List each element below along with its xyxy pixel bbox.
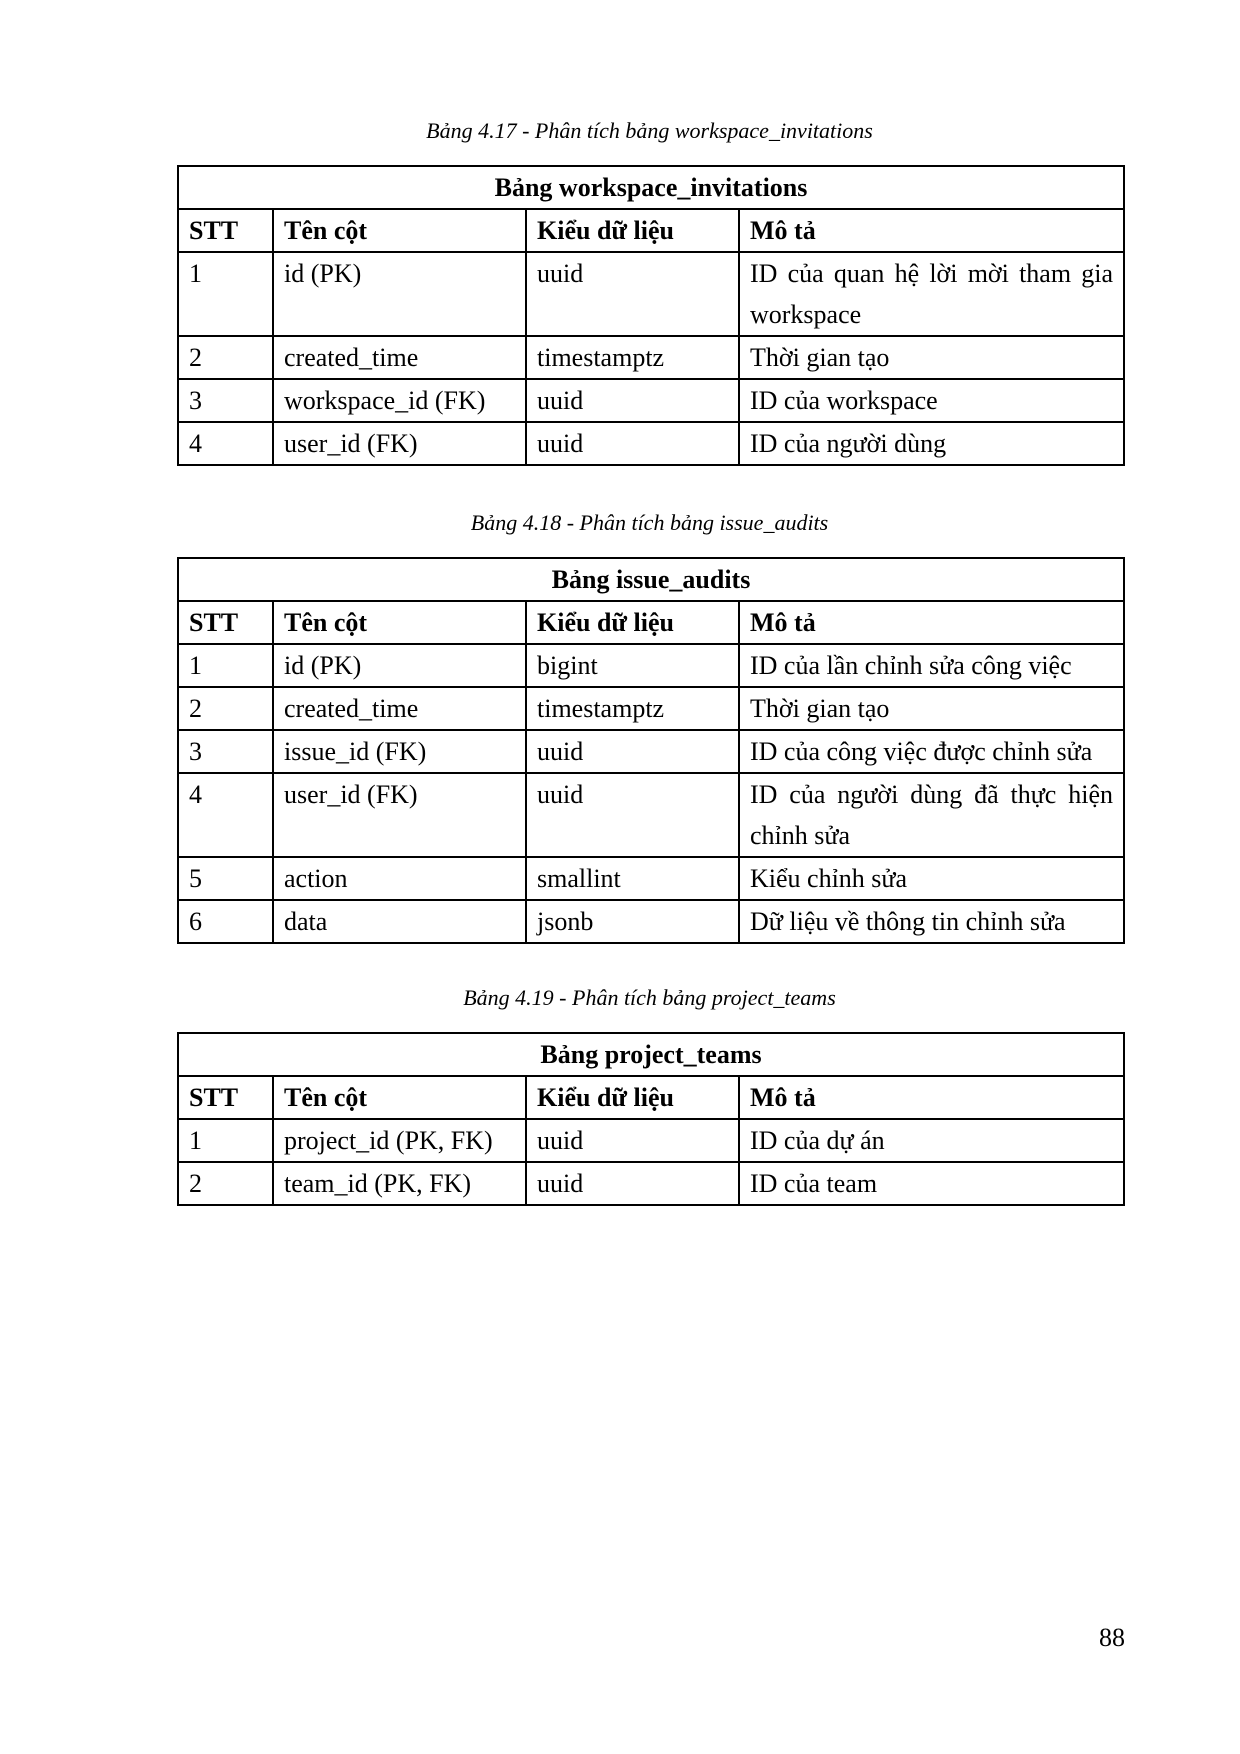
cell-stt: 2 [178, 687, 273, 730]
header-column-name: Tên cột [273, 209, 526, 252]
table-row [178, 336, 1124, 379]
cell-column-name: data [273, 900, 526, 943]
cell-description: Thời gian tạo [739, 687, 1124, 730]
cell-stt: 2 [178, 336, 273, 379]
cell-stt: 4 [178, 773, 273, 857]
cell-stt: 1 [178, 644, 273, 687]
cell-column-name: created_time [273, 336, 526, 379]
table-caption: Bảng 4.18 - Phân tích bảng issue_audits [470, 510, 829, 535]
cell-data-type: timestamptz [526, 687, 739, 730]
table-row [178, 1119, 1124, 1162]
table-row [178, 773, 1124, 857]
table-header-row [178, 1076, 1124, 1119]
table-title-row [178, 1033, 1124, 1076]
table-header-row [178, 209, 1124, 252]
cell-description: ID của workspace [739, 379, 1124, 422]
cell-stt: 5 [178, 857, 273, 900]
cell-column-name: created_time [273, 687, 526, 730]
table-row [178, 900, 1124, 943]
header-description: Mô tả [739, 209, 1124, 252]
cell-description: Thời gian tạo [739, 336, 1124, 379]
project-teams-table [177, 1032, 1125, 1206]
cell-description: ID của lần chỉnh sửa công việc [739, 644, 1124, 687]
cell-stt: 6 [178, 900, 273, 943]
table-row [178, 252, 1124, 336]
cell-description: Kiểu chỉnh sửa [739, 857, 1124, 900]
cell-description: ID của team [739, 1162, 1124, 1205]
header-data-type: Kiểu dữ liệu [526, 601, 739, 644]
header-data-type: Kiểu dữ liệu [526, 1076, 739, 1119]
cell-data-type: uuid [526, 730, 739, 773]
cell-column-name: workspace_id (FK) [273, 379, 526, 422]
cell-stt: 1 [178, 1119, 273, 1162]
page-number: 88 [1099, 1623, 1125, 1652]
cell-data-type: jsonb [526, 900, 739, 943]
header-column-name: Tên cột [273, 1076, 526, 1119]
cell-data-type: uuid [526, 252, 739, 336]
table-title-row [178, 558, 1124, 601]
cell-data-type: uuid [526, 773, 739, 857]
cell-description: ID của dự án [739, 1119, 1124, 1162]
table-row [178, 644, 1124, 687]
cell-column-name: id (PK) [273, 644, 526, 687]
cell-data-type: uuid [526, 379, 739, 422]
header-column-name: Tên cột [273, 601, 526, 644]
table-title: Bảng project_teams [178, 1033, 1124, 1076]
cell-data-type: uuid [526, 422, 739, 465]
header-stt: STT [178, 601, 273, 644]
cell-stt: 3 [178, 730, 273, 773]
table-title: Bảng issue_audits [178, 558, 1124, 601]
cell-column-name: team_id (PK, FK) [273, 1162, 526, 1205]
cell-column-name: user_id (FK) [273, 422, 526, 465]
issue-audits-table [177, 557, 1125, 944]
cell-column-name: id (PK) [273, 252, 526, 336]
cell-description: ID của công việc được chỉnh sửa [739, 730, 1124, 773]
table-caption: Bảng 4.19 - Phân tích bảng project_teams [463, 985, 836, 1010]
cell-data-type: uuid [526, 1162, 739, 1205]
table-header-row [178, 601, 1124, 644]
header-description: Mô tả [739, 1076, 1124, 1119]
cell-description: ID của quan hệ lời mời tham gia workspace [739, 252, 1124, 336]
cell-data-type: smallint [526, 857, 739, 900]
table-row [178, 422, 1124, 465]
cell-data-type: uuid [526, 1119, 739, 1162]
cell-stt: 3 [178, 379, 273, 422]
cell-column-name: issue_id (FK) [273, 730, 526, 773]
cell-data-type: bigint [526, 644, 739, 687]
cell-column-name: action [273, 857, 526, 900]
table-row [178, 857, 1124, 900]
table-row [178, 730, 1124, 773]
table-row [178, 687, 1124, 730]
header-data-type: Kiểu dữ liệu [526, 209, 739, 252]
cell-description: ID của người dùng [739, 422, 1124, 465]
workspace-invitations-table [177, 165, 1125, 466]
cell-column-name: user_id (FK) [273, 773, 526, 857]
table-title-row [178, 166, 1124, 209]
cell-stt: 1 [178, 252, 273, 336]
cell-description: Dữ liệu về thông tin chỉnh sửa [739, 900, 1124, 943]
cell-stt: 4 [178, 422, 273, 465]
cell-stt: 2 [178, 1162, 273, 1205]
table-row [178, 379, 1124, 422]
table-caption: Bảng 4.17 - Phân tích bảng workspace_invitations [426, 118, 873, 143]
cell-description: ID của người dùng đã thực hiện chỉnh sửa [739, 773, 1124, 857]
cell-data-type: timestamptz [526, 336, 739, 379]
table-title: Bảng workspace_invitations [178, 166, 1124, 209]
table-row [178, 1162, 1124, 1205]
cell-column-name: project_id (PK, FK) [273, 1119, 526, 1162]
header-description: Mô tả [739, 601, 1124, 644]
header-stt: STT [178, 209, 273, 252]
header-stt: STT [178, 1076, 273, 1119]
